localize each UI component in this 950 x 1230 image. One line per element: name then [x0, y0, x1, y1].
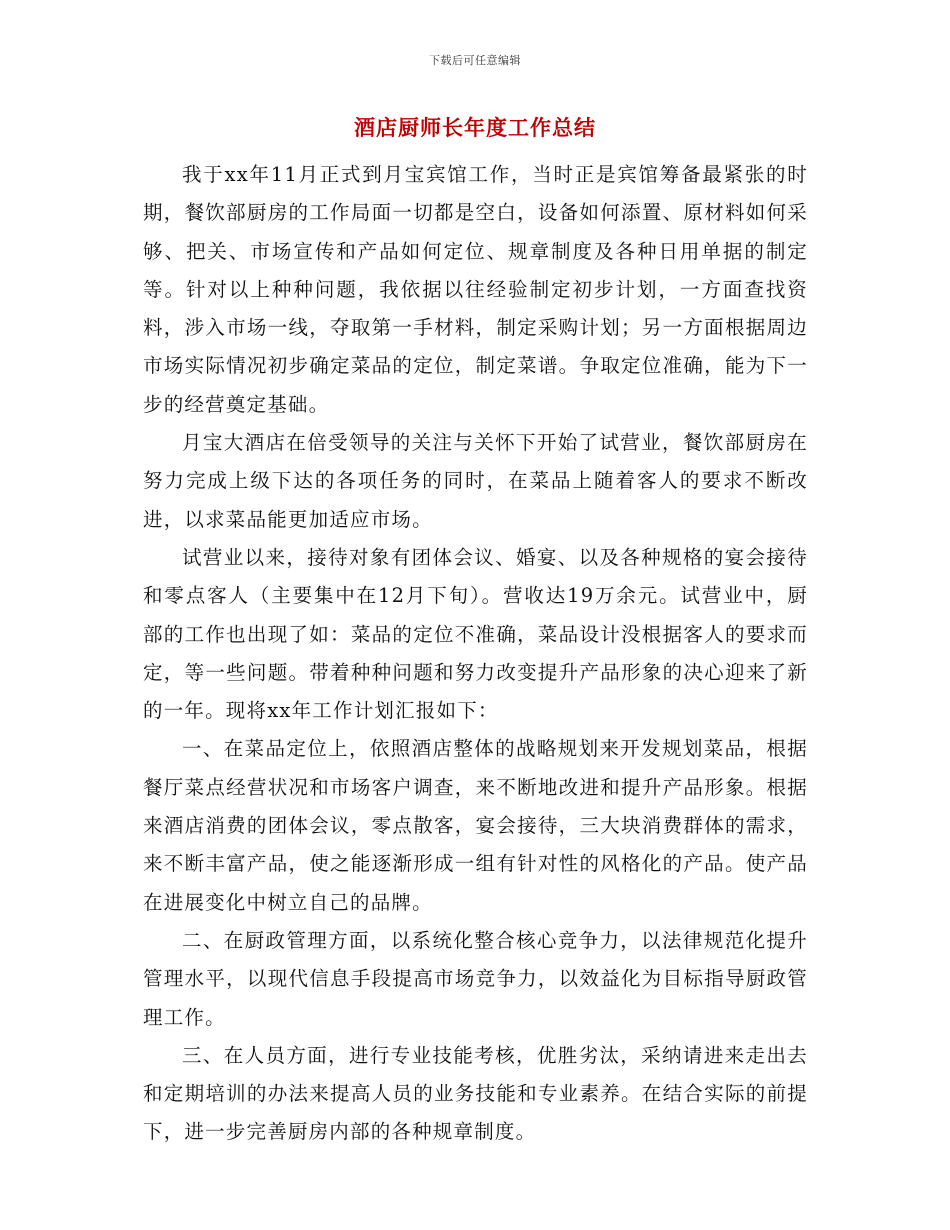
paragraph-2: 月宝大酒店在倍受领导的关注与关怀下开始了试营业，餐饮部厨房在努力完成上级下达的各项任务的同时，在菜品上随着客人的要求不断改进，以求菜品能更加适应市场。 — [143, 431, 808, 531]
document-title: 酒店厨师长年度工作总结 — [354, 116, 596, 140]
paragraph-3: 试营业以来，接待对象有团体会议、婚宴、以及各种规格的宴会接待和零点客人（主要集中在12月下旬）。营收达19万余元。试营业中，厨部的工作也出现了如：菜品的定位不准确，菜品设计没根据客人的要求而定，等一些问题。带着种种问题和努力改变提升产品形象的决心迎来了新的一年。现将xx年工作计划汇报如下： — [143, 545, 808, 723]
paragraph-6: 三、在人员方面，进行专业技能考核，优胜劣汰，采纳请进来走出去和定期培训的办法来提高人员的业务技能和专业素养。在结合实际的前提下，进一步完善厨房内部的各种规章制度。 — [143, 1043, 808, 1144]
header-note: 下载后可任意编辑 — [429, 54, 521, 67]
document-body — [143, 156, 808, 1152]
paragraph-4: 一、在菜品定位上，依照酒店整体的战略规划来开发规划菜品，根据餐厅菜点经营状况和市场客户调查，来不断地改进和提升产品形象。根据来酒店消费的团体会议，零点散客，宴会接待，三大块消费群体的需求，来不断丰富产品，使之能逐渐形成一组有针对性的风格化的产品。使产品在进展变化中树立自己的品牌。 — [143, 737, 808, 914]
paragraph-1: 我于xx年11月正式到月宝宾馆工作，当时正是宾馆筹备最紧张的时期，餐饮部厨房的工作局面一切都是空白，设备如何添置、原材料如何采够、把关、市场宣传和产品如何定位、规章制度及各种日用单据的制定等。针对以上种种问题，我依据以往经验制定初步计划，一方面查找资料，涉入市场一线，夺取第一手材料，制定采购计划；另一方面根据周边市场实际情况初步确定菜品的定位，制定菜谱。争取定位准确，能为下一步的经营奠定基础。 — [143, 163, 808, 416]
paragraph-5: 二、在厨政管理方面，以系统化整合核心竞争力，以法律规范化提升管理水平，以现代信息手段提高市场竞争力，以效益化为目标指导厨政管理工作。 — [143, 928, 808, 1029]
